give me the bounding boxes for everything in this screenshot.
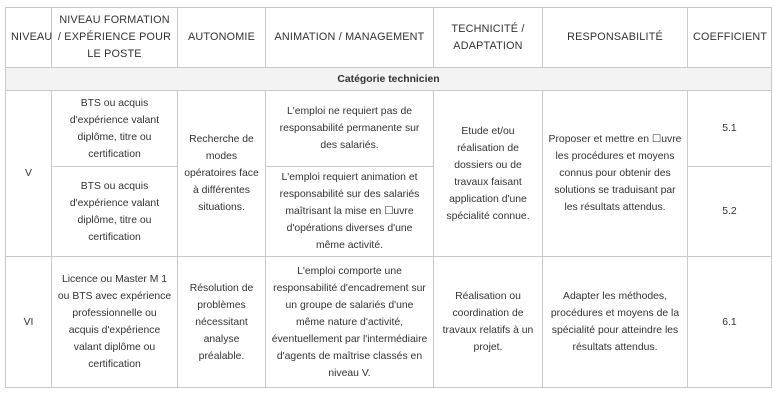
niveau-cell: VI [6, 257, 52, 388]
formation-cell: BTS ou acquis d'expérience valant diplôme, titre ou certification [52, 167, 178, 257]
classification-table [5, 7, 772, 388]
animation-cell: L'emploi requiert animation et responsabilité sur des salariés maîtrisant la mise en ☐uvre d'opérations diverses d'une même activité. [266, 167, 434, 257]
niveau-cell: V [6, 91, 52, 257]
header-autonomie: AUTONOMIE [178, 8, 266, 68]
animation-cell: L'emploi comporte une responsabilité d'encadrement sur un groupe de salariés d'une même nature d'activité, éventuellement par l'intermédiaire d'agents de maîtrise classés en niveau V. [266, 257, 434, 388]
coefficient-cell: 6.1 [688, 257, 772, 388]
formation-cell: BTS ou acquis d'expérience valant diplôme, titre ou certification [52, 91, 178, 167]
header-niveau: NIVEAU [6, 8, 52, 68]
header-coefficient: COEFFICIENT [688, 8, 772, 68]
header-animation: ANIMATION / MANAGEMENT [266, 8, 434, 68]
responsabilite-cell: Adapter les méthodes, procédures et moyens de la spécialité pour atteindre les résultats attendus. [543, 257, 688, 388]
header-row [6, 8, 772, 68]
coefficient-cell: 5.1 [688, 91, 772, 167]
coefficient-cell: 5.2 [688, 167, 772, 257]
header-technicite: TECHNICITÉ / ADAPTATION [434, 8, 543, 68]
technicite-cell: Réalisation ou coordination de travaux relatifs à un projet. [434, 257, 543, 388]
table-row [6, 91, 772, 167]
autonomie-cell: Résolution de problèmes nécessitant analyse préalable. [178, 257, 266, 388]
header-responsabilite: RESPONSABILITÉ [543, 8, 688, 68]
category-label: Catégorie technicien [6, 68, 772, 91]
category-row [6, 68, 772, 91]
formation-cell: Licence ou Master M 1 ou BTS avec expérience professionnelle ou acquis d'expérience valant diplôme ou certification [52, 257, 178, 388]
autonomie-cell: Recherche de modes opératoires face à différentes situations. [178, 91, 266, 257]
table-row [6, 257, 772, 388]
technicite-cell: Etude et/ou réalisation de dossiers ou de travaux faisant application d'une spécialité connue. [434, 91, 543, 257]
header-formation: NIVEAU FORMATION / EXPÉRIENCE POUR LE POSTE [52, 8, 178, 68]
animation-cell: L'emploi ne requiert pas de responsabilité permanente sur des salariés. [266, 91, 434, 167]
responsabilite-cell: Proposer et mettre en ☐uvre les procédures et moyens connus pour obtenir des solutions se traduisant par les résultats attendus. [543, 91, 688, 257]
